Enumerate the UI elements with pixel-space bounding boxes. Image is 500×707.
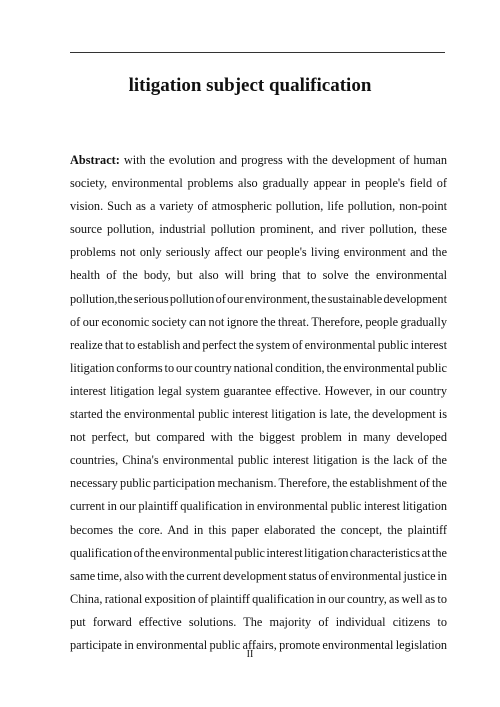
abstract-line-6: pollution,the serious pollution of our environment, the sustainable development: [70, 291, 447, 306]
abstract-line-8: realize that to establish and perfect the system of environmental public interest: [70, 337, 447, 352]
abstract-line-0: [70, 149, 447, 172]
abstract-line-10: interest litigation legal system guarantee effective. However, in our country: [70, 383, 447, 398]
abstract-line-2: vision. Such as a variety of atmospheric pollution, life pollution, non-point: [70, 199, 448, 214]
abstract-line-7: of our economic society can not ignore the threat. Therefore, people gradually: [70, 314, 447, 329]
abstract-line-1: society, environmental problems also gradually appear in people's field of: [70, 176, 448, 191]
abstract-paragraph: [70, 149, 447, 657]
page-number: II: [246, 649, 254, 660]
abstract-line-16: becomes the core. And in this paper elaborated the concept, the plaintiff: [70, 522, 447, 537]
abstract-line-15: current in our plaintiff qualification in environmental public interest litigation: [70, 499, 447, 514]
document-title: litigation subject qualification: [128, 75, 372, 96]
abstract-line-14: necessary public participation mechanism. Therefore, the establishment of the: [70, 476, 448, 491]
abstract-line-5: health of the body, but also will bring that to solve the environmental: [70, 268, 448, 283]
abstract-line-19: China, rational exposition of plaintiff qualification in our country, as well as to: [70, 591, 447, 606]
abstract-line-21: participate in environmental public affairs, promote environmental legislation: [70, 637, 447, 652]
abstract-line-20: put forward effective solutions. The majority of individual citizens to: [70, 614, 447, 629]
abstract-line-3: source pollution, industrial pollution prominent, and river pollution, these: [70, 222, 448, 237]
abstract-line-13: countries, China's environmental public interest litigation is the lack of the: [70, 453, 447, 468]
header-rule: [70, 52, 445, 53]
abstract-line-9: litigation conforms to our country national condition, the environmental public: [70, 360, 447, 375]
abstract-label: Abstract:: [70, 153, 120, 167]
abstract-line-17: qualification of the environmental public interest litigation characteristics at the: [70, 545, 447, 560]
abstract-line-12: not perfect, but compared with the biggest problem in many developed: [70, 430, 447, 445]
abstract-line-4: problems not only seriously affect our people's living environment and the: [70, 245, 448, 260]
abstract-line-text: with the evolution and progress with the development of human: [119, 153, 447, 167]
abstract-line-11: started the environmental public interest litigation is late, the development is: [70, 407, 447, 422]
abstract-line-18: same time, also with the current development status of environmental justice in: [70, 568, 448, 583]
